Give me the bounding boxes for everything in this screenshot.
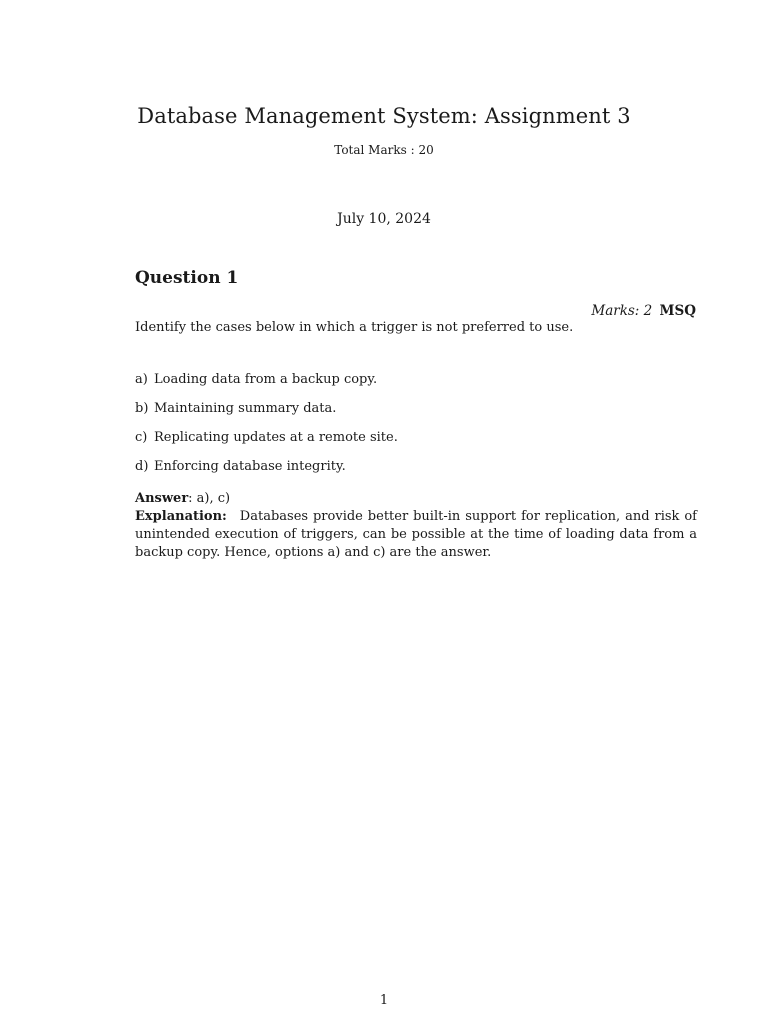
- option-d: [135, 458, 398, 487]
- option-a: [135, 371, 398, 400]
- option-text: Maintaining summary data.: [154, 401, 337, 416]
- answer-label: Answer: [135, 491, 189, 506]
- document-date: July 10, 2024: [337, 211, 431, 227]
- marks-value: 2: [643, 303, 653, 319]
- option-letter: c): [135, 430, 148, 445]
- question-heading: Question 1: [135, 268, 239, 288]
- marks-label: Marks:: [591, 303, 640, 319]
- question-text: Identify the cases below in which a trigger is not preferred to use.: [135, 320, 574, 335]
- marks-line: [591, 303, 696, 319]
- answer-block: [135, 490, 697, 562]
- option-letter: d): [135, 459, 149, 474]
- options-list: [135, 371, 398, 487]
- option-text: Replicating updates at a remote site.: [154, 430, 398, 445]
- option-c: [135, 429, 398, 458]
- answer-line: [135, 490, 697, 508]
- answer-value: : a), c): [188, 491, 231, 506]
- option-b: [135, 400, 398, 429]
- page-number: 1: [379, 993, 389, 1008]
- explanation-text: Databases provide better built-in support for replication, and risk of unintended execution of triggers, can be possible at the time of loading data from a backup copy. Hence, options a) and c) are the answer.: [135, 509, 697, 560]
- option-text: Enforcing database integrity.: [154, 459, 346, 474]
- page-title: Database Management System: Assignment 3: [137, 104, 631, 128]
- explanation-label: Explanation:: [135, 509, 227, 524]
- option-letter: a): [135, 372, 148, 387]
- question-type: MSQ: [659, 303, 696, 319]
- option-letter: b): [135, 401, 149, 416]
- total-marks: Total Marks : 20: [334, 143, 434, 157]
- explanation: [135, 508, 697, 562]
- option-text: Loading data from a backup copy.: [154, 372, 378, 387]
